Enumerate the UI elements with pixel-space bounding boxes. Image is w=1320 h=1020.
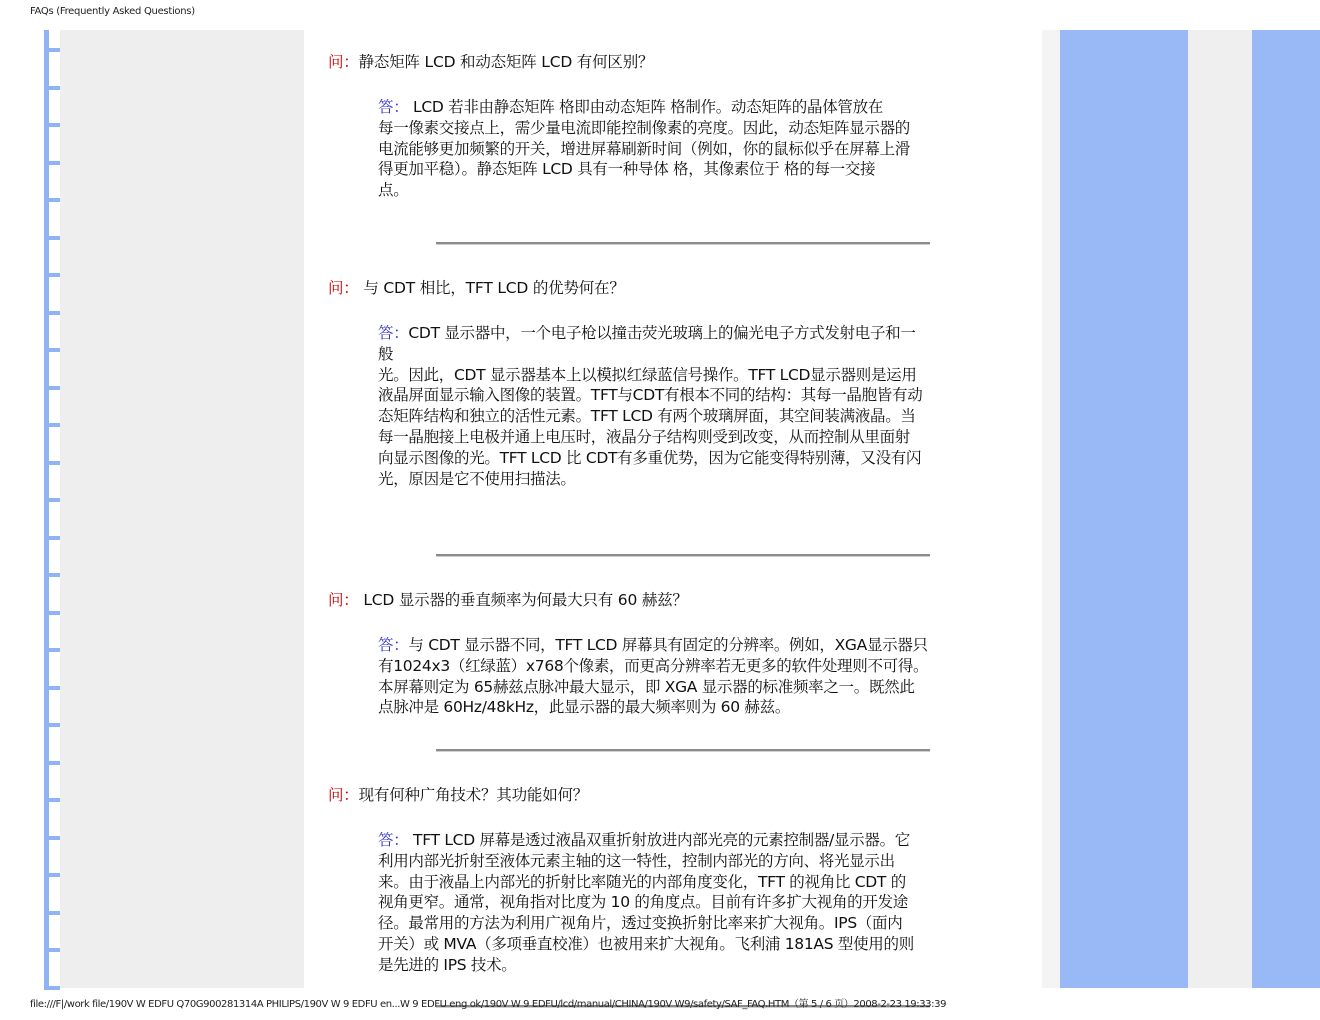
rail-tick — [44, 198, 60, 202]
rail-tick — [44, 911, 60, 915]
rail-tick — [44, 648, 60, 652]
rail-tick — [44, 161, 60, 165]
rail-tick — [44, 611, 60, 615]
faq-item — [328, 278, 988, 554]
faq-answer — [378, 323, 984, 489]
rail-tick — [44, 86, 60, 90]
answer-text: TFT LCD 屏幕是透过液晶双重折射放进内部光亮的元素控制器/显示器。它 利用内部光折射至液体元素主轴的这一特性，控制内部光的方向、将光显示出 来。由于液晶上内部光的折射比率随光的内部角度变化，TFT 的视角比 CDT 的 视角更窄。通常，视角指对比度为 10 的角度点。目前有许多扩大视角的开发途 径。最常用的方法为利用广视角片，透过变换折射比率来扩大视角。IPS（面内 开关）或 MVA（多项垂直校准）也被用来扩大视角。飞利浦 181AS 型使用的则 是先进的 IPS 技术。 — [378, 831, 914, 974]
faq-question — [328, 590, 988, 610]
faq-answer — [378, 635, 984, 718]
rail-tick — [44, 536, 60, 540]
question-label: 问： — [328, 786, 359, 804]
footer-file-path: file:///F|/work file/190V W EDFU Q70G900281314A PHILIPS/190V W 9 EDFU en...W 9 EDFU eng ok/190V W 9 EDFU/lcd/manual/CHINA/190V W9/safety/SAF_FAQ.HTM（第 5 / 6 页）2008-2-23 19:33:39 — [30, 999, 947, 1010]
rail-tick — [44, 498, 60, 502]
answer-label: 答： — [378, 324, 409, 342]
answer-text: 与 CDT 显示器不同，TFT LCD 屏幕具有固定的分辨率。例如，XGA显示器只 有1024x3（红绿蓝）x768个像素，而更高分辨率若无更多的软件处理则不可得。 本屏幕则定为 65赫兹点脉冲最大显示，即 XGA 显示器的标准频率之一。既然此 点脉冲是 60Hz/48kHz，此显示器的最大频率则为 60 赫兹。 — [378, 636, 929, 717]
right-gray-strip — [1042, 30, 1060, 988]
question-text: LCD 显示器的垂直频率为何最大只有 60 赫兹？ — [358, 591, 688, 609]
separator-rule — [436, 749, 930, 752]
separator-rule — [436, 242, 930, 245]
answer-label: 答： — [378, 636, 409, 654]
rail-tick — [44, 873, 60, 877]
rail-tick — [44, 948, 60, 952]
faq-answer — [378, 830, 984, 976]
rail-tick — [44, 986, 60, 990]
answer-label: 答： — [378, 831, 409, 849]
left-rail-ticks — [44, 30, 60, 988]
right-blue-column-2 — [1252, 30, 1320, 988]
rail-tick — [44, 573, 60, 577]
rail-tick — [44, 836, 60, 840]
faq-item — [328, 52, 988, 242]
question-label: 问： — [328, 53, 359, 71]
page-header-title: FAQs (Frequently Asked Questions) — [30, 6, 195, 17]
rail-tick — [44, 461, 60, 465]
answer-text: LCD 若非由静态矩阵 格即由动态矩阵 格制作。动态矩阵的晶体管放在 每一像素交接点上，需少量电流即能控制像素的亮度。因此，动态矩阵显示器的 电流能够更加频繁的开关，增进屏幕刷新时间（例如，你的鼠标似乎在屏幕上滑 得更加平稳）。静态矩阵 LCD 具有一种导体 格，其像素位于 格的每一交接 点。 — [378, 98, 911, 200]
faq-content — [328, 52, 988, 1008]
rail-tick — [44, 236, 60, 240]
rail-tick — [44, 761, 60, 765]
rail-tick — [44, 423, 60, 427]
faq-item — [328, 590, 988, 749]
rail-tick — [44, 798, 60, 802]
right-gray-column — [1188, 30, 1252, 988]
question-label: 问： — [328, 279, 359, 297]
rail-tick — [44, 348, 60, 352]
left-gray-panel — [60, 30, 304, 988]
faq-item — [328, 785, 988, 1005]
answer-text: CDT 显示器中，一个电子枪以撞击荧光玻璃上的偏光电子方式发射电子和一 般 光。因此，CDT 显示器基本上以模拟红绿蓝信号操作。TFT LCD显示器则是运用 液晶屏面显示输入图像的装置。TFT与CDT有根本不同的结构：其每一晶胞皆有动 态矩阵结构和独立的活性元素。TFT LCD 有两个玻璃屏面，其空间装满液晶。当 每一晶胞接上电极并通上电压时，液晶分子结构则受到改变，从而控制从里面射 向显示图像的光。TFT LCD 比 CDT有多重优势，因为它能变得特别薄，又没有闪 光，原因是它不使用扫描法。 — [378, 324, 923, 488]
right-blue-column-1 — [1060, 30, 1188, 988]
faq-question — [328, 52, 988, 72]
question-text: 现有何种广角技术？其功能如何？ — [358, 786, 589, 804]
faq-question — [328, 278, 988, 298]
question-label: 问： — [328, 591, 359, 609]
question-text: 静态矩阵 LCD 和动态矩阵 LCD 有何区别？ — [358, 53, 654, 71]
separator-rule — [436, 554, 930, 557]
question-text: 与 CDT 相比，TFT LCD 的优势何在？ — [358, 279, 625, 297]
rail-tick — [44, 386, 60, 390]
answer-label: 答： — [378, 98, 409, 116]
rail-tick — [44, 311, 60, 315]
faq-question — [328, 785, 988, 805]
rail-tick — [44, 48, 60, 52]
rail-tick — [44, 723, 60, 727]
rail-tick — [44, 686, 60, 690]
faq-answer — [378, 97, 984, 201]
rail-tick — [44, 123, 60, 127]
rail-tick — [44, 273, 60, 277]
